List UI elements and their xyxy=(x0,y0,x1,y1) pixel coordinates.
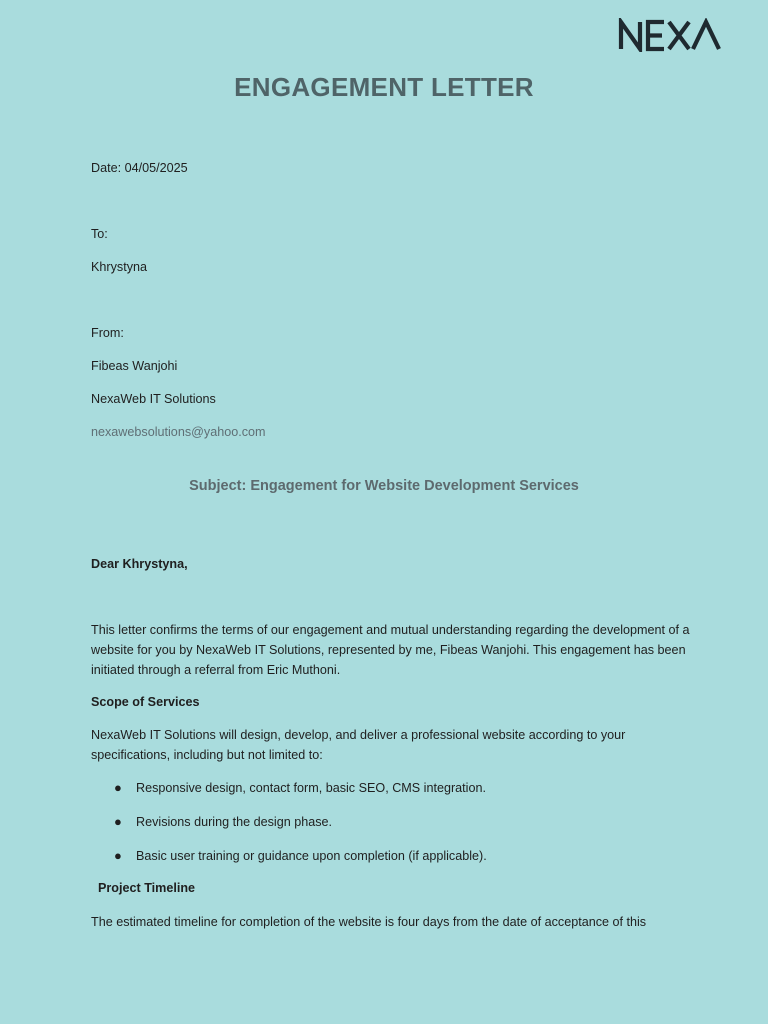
salutation: Dear Khrystyna, xyxy=(91,557,188,571)
timeline-paragraph: The estimated timeline for completion of the website is four days from the date of acceptance of this xyxy=(91,915,647,929)
page-title: ENGAGEMENT LETTER xyxy=(234,72,534,102)
bullet-icon: ● xyxy=(114,780,122,795)
from-label: From: xyxy=(91,326,124,340)
sender-company: NexaWeb IT Solutions xyxy=(91,392,216,406)
scope-list xyxy=(91,778,691,880)
timeline-heading: Project Timeline xyxy=(98,881,196,895)
list-item xyxy=(91,812,691,846)
scope-heading: Scope of Services xyxy=(91,695,200,709)
sender-email: nexawebsolutions@yahoo.com xyxy=(91,425,266,439)
list-item-text: Responsive design, contact form, basic SEO, CMS integration. xyxy=(136,781,486,795)
list-item xyxy=(91,778,691,812)
company-logo xyxy=(618,18,728,52)
scope-paragraph: NexaWeb IT Solutions will design, develop, and deliver a professional website according to your specifications, including but not limited to: xyxy=(91,728,626,762)
bullet-icon: ● xyxy=(114,848,122,863)
intro-paragraph: This letter confirms the terms of our engagement and mutual understanding regarding the development of a website for you by NexaWeb IT Solutions, represented by me, Fibeas Wanjohi. This engagement has been initiated through a referral from Eric Muthoni. xyxy=(91,623,690,677)
list-item-text: Basic user training or guidance upon completion (if applicable). xyxy=(136,849,487,863)
nexa-logo-icon xyxy=(618,18,728,52)
list-item xyxy=(91,846,691,880)
list-item-text: Revisions during the design phase. xyxy=(136,815,333,829)
recipient-name: Khrystyna xyxy=(91,260,147,274)
sender-name: Fibeas Wanjohi xyxy=(91,359,178,373)
letter-date: Date: 04/05/2025 xyxy=(91,161,188,175)
letter-subject: Subject: Engagement for Website Development Services xyxy=(189,478,579,494)
to-label: To: xyxy=(91,227,108,241)
bullet-icon: ● xyxy=(114,814,122,829)
